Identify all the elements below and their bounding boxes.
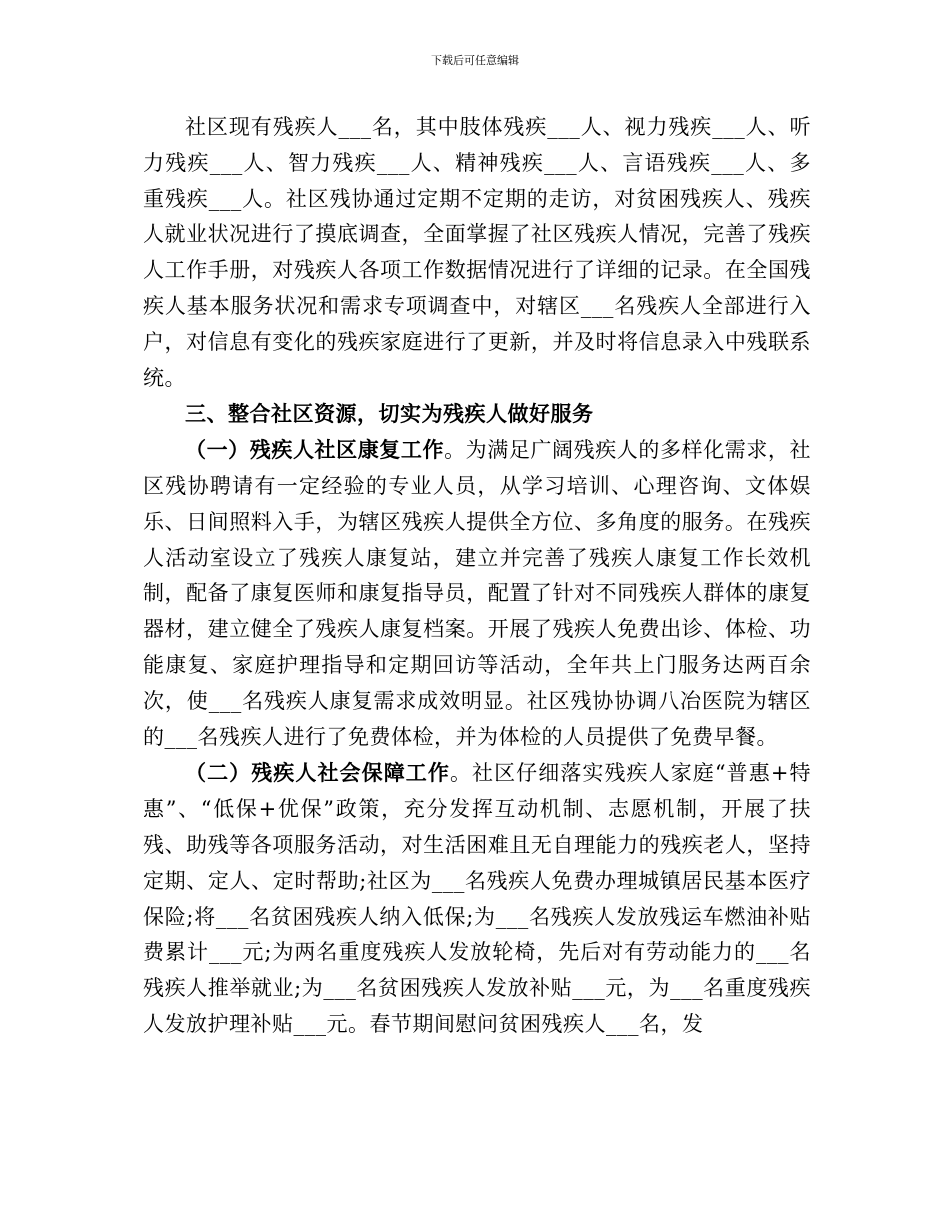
page-header: 下载后可任意编辑 xyxy=(431,54,519,67)
subsection-title-rehabilitation: （一）残疾人社区康复工作 xyxy=(185,437,445,463)
subsection-text-rehabilitation: 。为满足广阔残疾人的多样化需求，社区残协聘请有一定经验的专业人员，从学习培训、心理咨询、文体娱乐、日间照料入手，为辖区残疾人提供全方位、多角度的服务。在残疾人活动室设立了残疾人康复站，建立并完善了残疾人康复工作长效机制，配备了康复医师和康复指导员，配置了针对不同残疾人群体的康复器材，建立健全了残疾人康复档案。开展了残疾人免费出诊、体检、功能康复、家庭护理指导和定期回访等活动，全年共上门服务达两百余次，使___名残疾人康复需求成效明显。社区残协协调八冶医院为辖区的___名残疾人进行了免费体检，并为体检的人员提供了免费早餐。 xyxy=(143,438,812,749)
document-body xyxy=(143,110,811,1043)
paragraph-social-security xyxy=(143,755,811,1042)
subsection-title-social-security: （二）残疾人社会保障工作 xyxy=(185,760,450,786)
section-heading-3: 三、整合社区资源，切实为残疾人做好服务 xyxy=(185,401,594,427)
paragraph-rehabilitation xyxy=(143,432,811,755)
subsection-text-social-security: 。社区仔细落实残疾人家庭“普惠+特惠”、“低保+优保”政策，充分发挥互动机制、志愿机制，开展了扶残、助残等各项服务活动，对生活困难且无自理能力的残疾老人，坚持定期、定人、定时帮助;社区为___名残疾人免费办理城镇居民基本医疗保险;将___名贫困残疾人纳入低保;为___名残疾人发放残运车燃油补贴费累计___元;为两名重度残疾人发放轮椅，先后对有劳动能力的___名残疾人推举就业;为___名贫困残疾人发放补贴___元，为___名重度残疾人发放护理补贴___元。春节期间慰问贫困残疾人___名，发 xyxy=(143,761,811,1036)
paragraph-intro: 社区现有残疾人___名，其中肢体残疾___人、视力残疾___人、听力残疾___人、智力残疾___人、精神残疾___人、言语残疾___人、多重残疾___人。社区残协通过定期不定期的走访，对贫困残疾人、残疾人就业状况进行了摸底调查，全面掌握了社区残疾人情况，完善了残疾人工作手册，对残疾人各项工作数据情况进行了详细的记录。在全国残疾人基本服务状况和需求专项调查中，对辖区___名残疾人全部进行入户，对信息有变化的残疾家庭进行了更新，并及时将信息录入中残联系统。 xyxy=(143,115,811,390)
